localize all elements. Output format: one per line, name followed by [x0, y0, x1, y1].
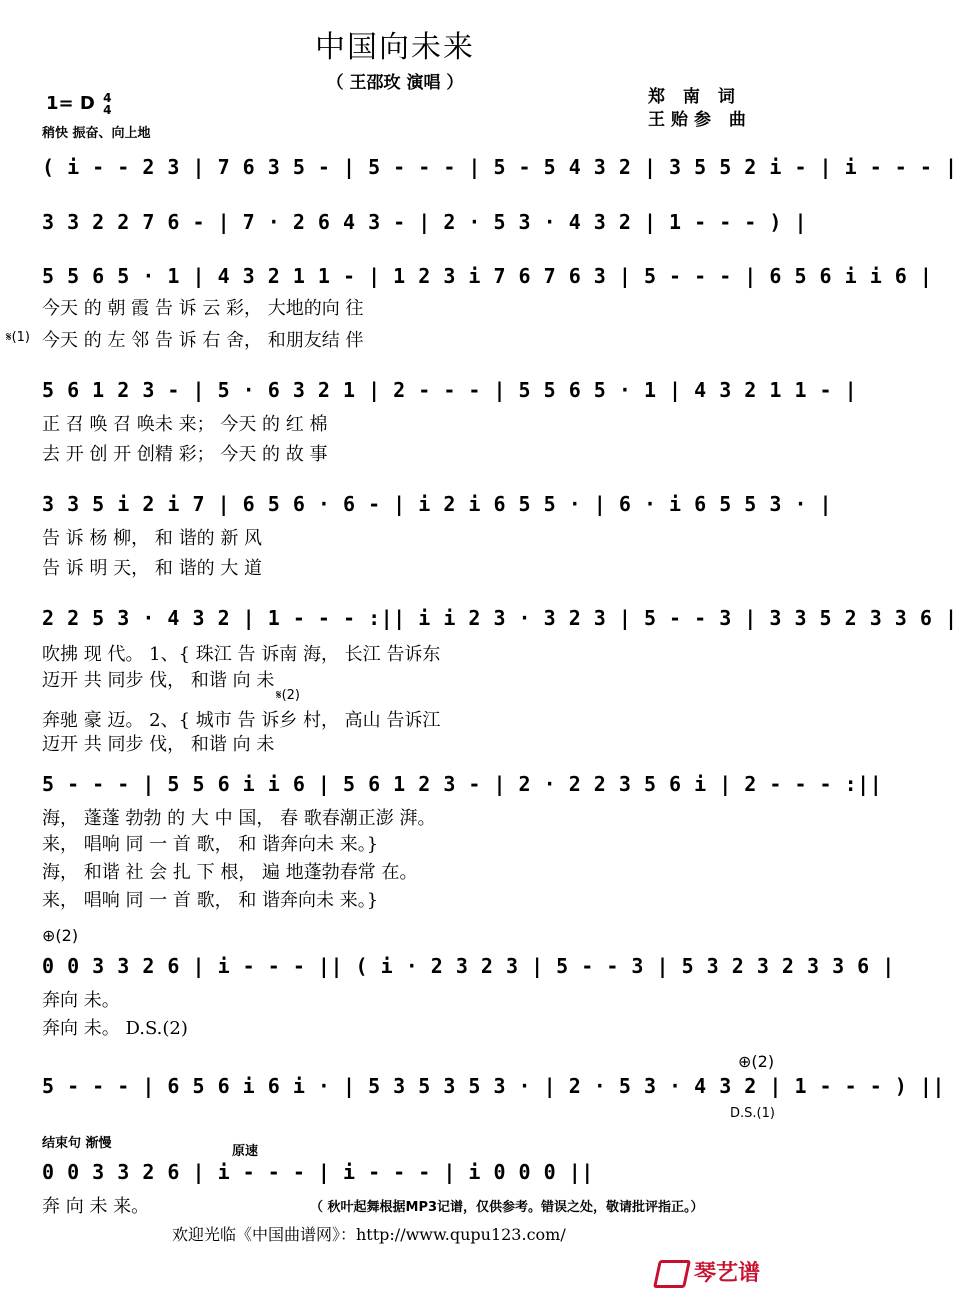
lyricist-credit: 郑 南 词 — [648, 87, 741, 107]
performer-subtitle: （ 王邵玫 演唱 ） — [326, 73, 464, 93]
lyric-line-7b: 来， 唱响 同 一 首 歌， 和 谐奔向未 来。} — [42, 834, 379, 855]
notation-line-3: 5 5 6 5 · 1 | 4 3 2 1 1 - | 1 2 3 i 7 6 7 6 3 | 5 - - - | 6 5 6 i i 6 | — [42, 264, 933, 288]
lyric-line-10: 奔 向 未 来。 — [42, 1196, 150, 1217]
song-title: 中国向未来 — [315, 30, 475, 65]
lyric-line-5b: 告 诉 明 天， 和 谐的 大 道 — [42, 558, 263, 579]
ending-label: 结束句 渐慢 — [42, 1136, 112, 1151]
composer-credit: 王贻参 曲 — [648, 110, 752, 130]
lyric-line-3a: 今天 的 朝 霞 告 诉 云 彩， 大地的向 往 — [42, 298, 364, 319]
notation-line-5: 3 3 5 i 2 i 7 | 6 5 6 · 6 - | i 2 i 6 5 5 · | 6 · i 6 5 5 3 · | — [42, 492, 833, 516]
notation-line-6: 2 2 5 3 · 4 3 2 | 1 - - - :|| i i 2 3 · 3 2 3 | 5 - - 3 | 3 3 5 2 3 3 6 | — [42, 606, 958, 630]
coda-mark-2: ⊕(2) — [738, 1052, 775, 1071]
notation-line-4: 5 6 1 2 3 - | 5 · 6 3 2 1 | 2 - - - | 5 5 6 5 · 1 | 4 3 2 1 1 - | — [42, 378, 858, 402]
time-signature — [103, 92, 111, 116]
transcription-note: （ 秋叶起舞根据MP3记谱，仅供参考。错误之处，敬请批评指正。） — [310, 1200, 704, 1215]
lyric-line-3b: 今天 的 左 邻 告 诉 右 舍， 和朋友结 伴 — [42, 330, 364, 351]
logo-icon — [653, 1260, 691, 1288]
key-label: 1= D — [46, 93, 95, 114]
notation-line-10: 0 0 3 3 2 6 | i - - - | i - - - | i 0 0 0 || — [42, 1160, 594, 1184]
ds-1-mark: D.S.(1) — [730, 1106, 775, 1121]
lyric-line-6c: 奔驰 豪 迈。 2、{ 城市 告 诉乡 村， 高山 告诉江 — [42, 710, 441, 731]
lyric-line-7a: 海， 蓬蓬 勃勃 的 大 中 国， 春 歌春潮正澎 湃。 — [42, 808, 436, 829]
original-tempo: 原速 — [232, 1144, 259, 1159]
notation-line-9: 5 - - - | 6 5 6 i 6 i · | 5 3 5 3 5 3 · | 2 · 5 3 · 4 3 2 | 1 - - - ) || — [42, 1074, 945, 1098]
segno-1-mark: 𝄋(1) — [6, 330, 31, 345]
welcome-text: 欢迎光临《中国曲谱网》：http://www.qupu123.com/ — [172, 1225, 566, 1244]
notation-line-2: 3 3 2 2 7 6 - | 7 · 2 6 4 3 - | 2 · 5 3 · 4 3 2 | 1 - - - ) | — [42, 210, 808, 234]
lyric-line-8a: 奔向 未。 — [42, 990, 120, 1011]
time-top: 4 — [103, 91, 112, 105]
notation-line-7: 5 - - - | 5 5 6 i i 6 | 5 6 1 2 3 - | 2 · 2 2 3 5 6 i | 2 - - - :|| — [42, 772, 883, 796]
lyric-line-4a: 正 召 唤 召 唤未 来； 今天 的 红 棉 — [42, 414, 328, 435]
lyric-line-7d: 来， 唱响 同 一 首 歌， 和 谐奔向未 来。} — [42, 890, 379, 911]
notation-line-8: 0 0 3 3 2 6 | i - - - || ( i · 2 3 2 3 | 5 - - 3 | 5 3 2 3 2 3 3 6 | — [42, 954, 895, 978]
lyric-line-6b: 迈开 共 同步 伐， 和谐 向 未 — [42, 670, 275, 691]
lyric-line-5a: 告 诉 杨 柳， 和 谐的 新 风 — [42, 528, 263, 549]
lyric-line-8b: 奔向 未。 D.S.(2) — [42, 1018, 188, 1039]
lyric-line-6a: 吹拂 现 代。 1、{ 珠江 告 诉南 海， 长江 告诉东 — [42, 644, 441, 665]
time-bottom: 4 — [103, 103, 112, 117]
segno-2-mark: 𝄋(2) — [276, 688, 301, 703]
lyric-line-4b: 去 开 创 开 创精 彩； 今天 的 故 事 — [42, 444, 328, 465]
tempo-marking: 稍快 振奋、向上地 — [42, 126, 151, 141]
key-signature — [46, 92, 111, 116]
notation-line-1: ( i - - 2 3 | 7 6 3 5 - | 5 - - - | 5 - 5 4 3 2 | 3 5 5 2 i - | i - - - | — [42, 155, 958, 179]
lyric-line-7c: 海， 和谐 社 会 扎 下 根， 遍 地蓬勃春常 在。 — [42, 862, 418, 883]
coda-mark: ⊕(2) — [42, 926, 79, 945]
logo-text: 琴艺谱 — [694, 1261, 761, 1286]
lyric-line-6d: 迈开 共 同步 伐， 和谐 向 未 — [42, 734, 275, 755]
site-logo — [656, 1256, 760, 1288]
